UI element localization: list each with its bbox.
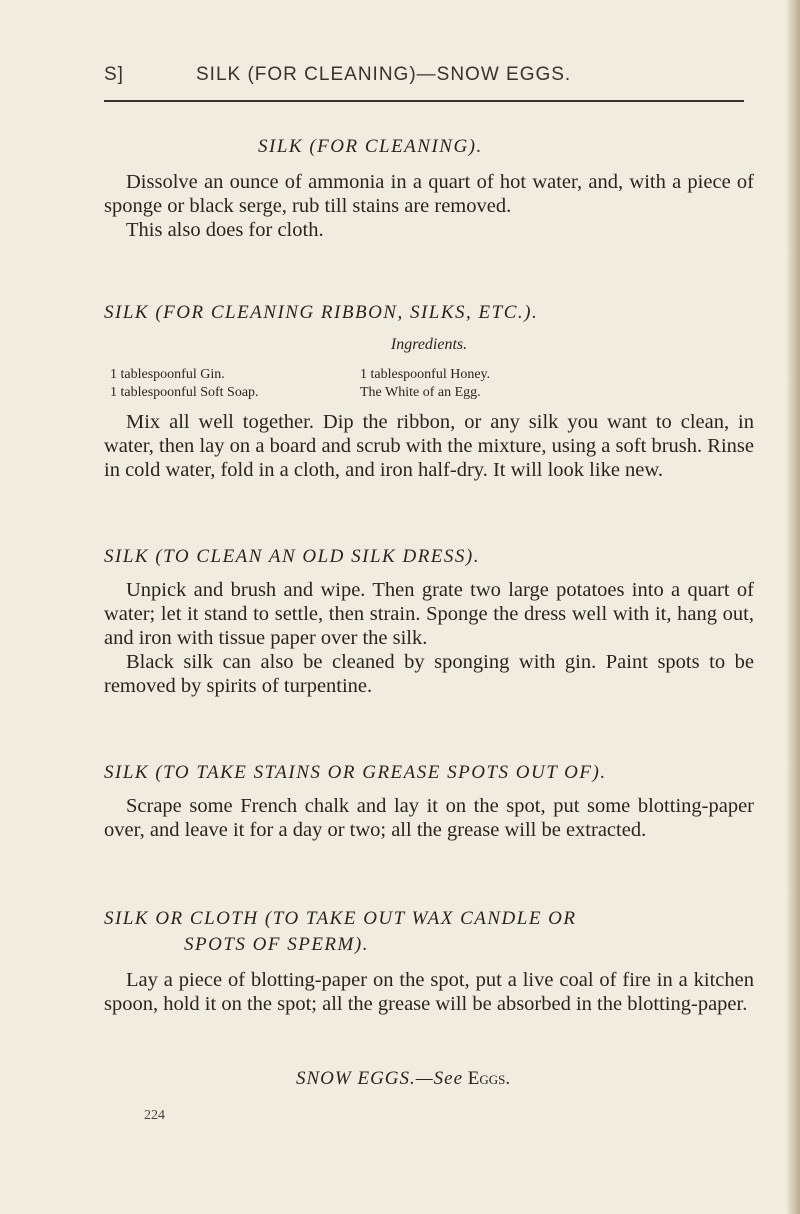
section-title: SILK (FOR CLEANING RIBBON, SILKS, ETC.).	[104, 302, 539, 323]
section-silk-ribbon	[104, 300, 754, 354]
running-title: SILK (FOR CLEANING)—SNOW EGGS.	[196, 64, 572, 85]
section-silk-cleaning	[104, 134, 754, 242]
paragraph: Lay a piece of blotting-paper on the spot, put a live coal of fire in a kitchen spoon, hold it on the spot; all the grease will be absorbed in the blotting-paper.	[104, 969, 754, 1015]
paragraph: This also does for cloth.	[126, 219, 324, 241]
ingredient-item: The White of an Egg.	[360, 385, 481, 400]
paragraph: Mix all well together. Dip the ribbon, or any silk you want to clean, in water, then lay on a board and scrub with the mixture, using a soft brush. Rinse in cold water, fold in a cloth, and iron half-dry. It will look like new.	[104, 411, 754, 481]
section-silk-old-dress	[104, 544, 754, 698]
cross-reference-target: Eggs.	[467, 1068, 511, 1089]
ingredient-item: 1 tablespoonful Honey.	[360, 367, 491, 382]
page-number: 224	[144, 1108, 165, 1123]
ingredient-item: 1 tablespoonful Gin.	[110, 367, 225, 382]
section-marker: S]	[104, 64, 124, 85]
section-silk-grease-spots	[104, 760, 754, 842]
page-edge-shadow	[786, 0, 800, 1214]
header-rule	[104, 100, 744, 102]
section-title-line-1: SILK OR CLOTH (TO TAKE OUT WAX CANDLE OR	[104, 908, 577, 929]
section-silk-ribbon-body	[104, 410, 754, 482]
section-title-line-2: SPOTS OF SPERM).	[184, 934, 369, 955]
paragraph: Black silk can also be cleaned by sponging with gin. Paint spots to be removed by spirits of turpentine.	[104, 651, 754, 697]
ingredients-heading: Ingredients.	[390, 336, 468, 353]
section-title: SILK (TO CLEAN AN OLD SILK DRESS).	[104, 546, 480, 567]
ingredient-item: 1 tablespoonful Soft Soap.	[110, 385, 259, 400]
cross-reference-term: SNOW EGGS.—See	[296, 1068, 464, 1089]
section-silk-wax-candle	[104, 906, 754, 1016]
paragraph: Dissolve an ounce of ammonia in a quart of hot water, and, with a piece of sponge or black serge, rub till stains are removed.	[104, 171, 754, 217]
section-title: SILK (TO TAKE STAINS OR GREASE SPOTS OUT OF).	[104, 762, 607, 783]
section-title: SILK (FOR CLEANING).	[258, 136, 483, 157]
paragraph: Unpick and brush and wipe. Then grate two large potatoes into a quart of water; let it stand to settle, then strain. Sponge the dress well with it, hang out, and iron with tissue paper over the silk.	[104, 579, 754, 649]
paragraph: Scrape some French chalk and lay it on the spot, put some blotting-paper over, and leave it for a day or two; all the grease will be extracted.	[104, 795, 754, 841]
cross-reference	[296, 1068, 510, 1090]
